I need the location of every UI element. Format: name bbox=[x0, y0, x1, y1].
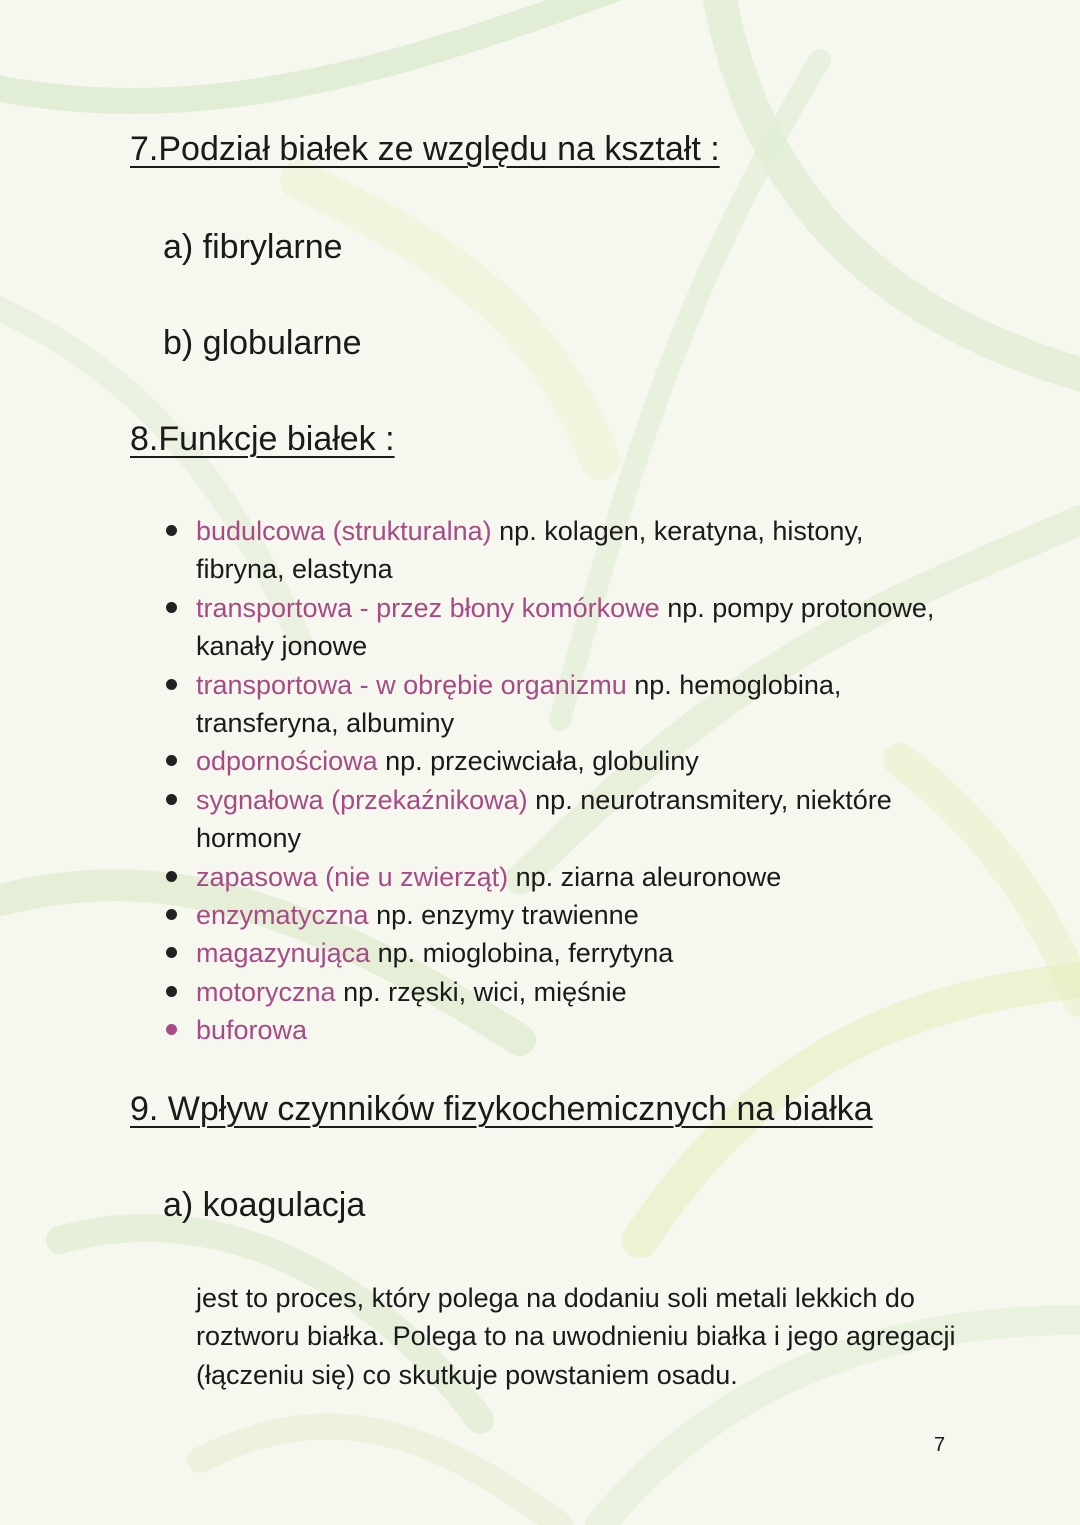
section7-heading: 7.Podział białek ze względu na kształt : bbox=[130, 130, 720, 168]
function-name: enzymatyczna bbox=[196, 900, 369, 931]
function-example: np. mioglobina, ferrytyna bbox=[370, 938, 674, 969]
section7-item-fibrylarne: a) fibrylarne bbox=[163, 228, 343, 266]
function-example: np. kolagen, keratyna, histony, fibryna, elastyna bbox=[196, 516, 864, 585]
list-item bbox=[163, 896, 953, 934]
section9-heading: 9. Wpływ czynników fizykochemicznych na białka bbox=[130, 1090, 873, 1128]
list-item bbox=[163, 666, 953, 743]
list-item bbox=[163, 512, 953, 589]
function-name: sygnałowa (przekaźnikowa) bbox=[196, 784, 528, 815]
function-name: motoryczna bbox=[196, 976, 336, 1007]
page-number: 7 bbox=[934, 1434, 946, 1456]
function-example: np. ziarna aleuronowe bbox=[508, 861, 782, 892]
function-name: zapasowa (nie u zwierząt) bbox=[196, 861, 509, 892]
section8-heading: 8.Funkcje białek : bbox=[130, 420, 395, 458]
list-item bbox=[163, 858, 953, 896]
function-name: budulcowa (strukturalna) bbox=[196, 516, 492, 546]
function-example: np. przeciwciała, globuliny bbox=[377, 746, 699, 777]
list-item bbox=[163, 742, 953, 780]
list-item bbox=[163, 973, 953, 1011]
section7-item-globularne: b) globularne bbox=[163, 324, 362, 362]
functions-list bbox=[163, 512, 953, 1050]
section9-subheading: a) koagulacja bbox=[163, 1186, 366, 1224]
function-example: np. pompy protonowe, kanały jonowe bbox=[196, 592, 935, 662]
function-example: np. rzęski, wici, mięśnie bbox=[335, 976, 627, 1007]
list-item bbox=[163, 1011, 953, 1049]
function-name: magazynująca bbox=[196, 938, 371, 969]
function-example: np. enzymy trawienne bbox=[368, 900, 639, 931]
function-name: buforowa bbox=[196, 1015, 308, 1046]
list-item bbox=[163, 781, 953, 858]
list-item bbox=[163, 589, 953, 666]
function-example: np. neurotransmitery, niektóre hormony bbox=[196, 784, 892, 854]
function-name: odpornościowa bbox=[196, 746, 378, 777]
list-item bbox=[163, 934, 953, 972]
function-name: transportowa - przez błony komórkowe bbox=[196, 592, 660, 623]
coagulation-paragraph: jest to proces, który polega na dodaniu soli metali lekkich do roztworu białka. Polega to na uwodnieniu białka i jego agregacji (łączeniu się) co skutkuje powstaniem osadu. bbox=[196, 1283, 956, 1390]
function-example: np. hemoglobina, transferyna, albuminy bbox=[196, 669, 842, 739]
function-name: transportowa - w obrębie organizmu bbox=[196, 669, 627, 700]
